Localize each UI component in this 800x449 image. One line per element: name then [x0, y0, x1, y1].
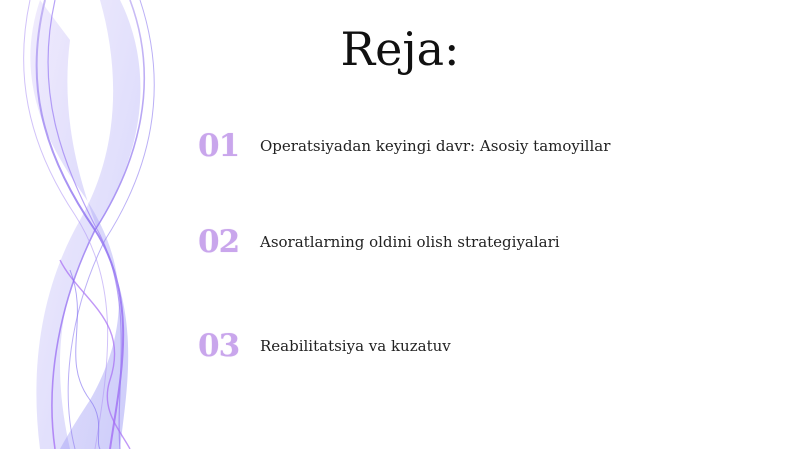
item-number: 01	[198, 128, 240, 164]
item-number: 02	[198, 224, 240, 260]
item-text: Operatsiyadan keyingi davr: Asosiy tamoyillar	[260, 137, 611, 155]
list-item	[198, 328, 451, 364]
list-item	[198, 224, 560, 260]
list-item	[198, 128, 610, 164]
item-text: Asoratlarning oldini olish strategiyalari	[260, 233, 560, 251]
item-number: 03	[198, 328, 240, 364]
item-text: Reabilitatsiya va kuzatuv	[260, 337, 451, 355]
slide-title: Reja:	[340, 22, 460, 76]
